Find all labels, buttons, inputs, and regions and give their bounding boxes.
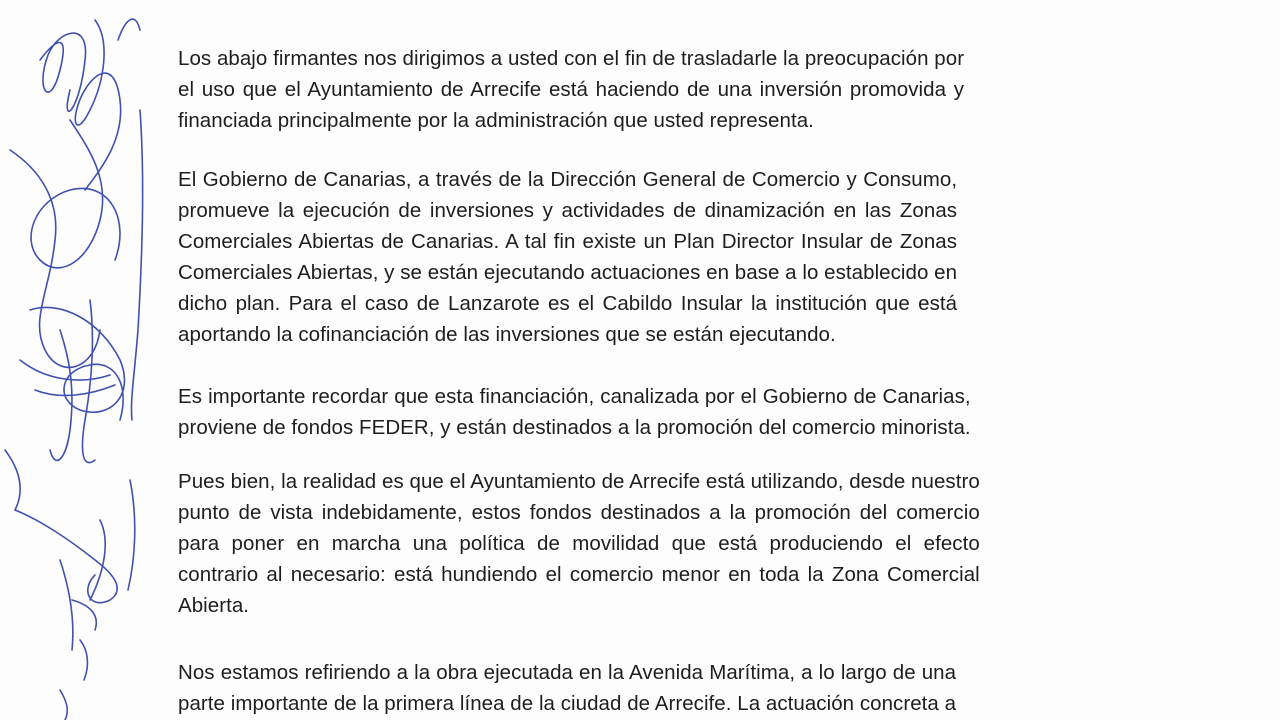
paragraph-line: Abierta. xyxy=(178,594,250,617)
paragraph-2 xyxy=(178,164,957,350)
paragraph-line: dicho plan. Para el caso de Lanzarote es el Cabildo Insular la institución que está xyxy=(178,292,958,315)
paragraph-line: Nos estamos refiriendo a la obra ejecutada en la Avenida Marítima, a lo largo de una xyxy=(178,661,957,684)
paragraph-line: para poner en marcha una política de movilidad que está produciendo el efecto xyxy=(178,532,980,555)
paragraph-5 xyxy=(178,657,956,719)
paragraph-line: Los abajo firmantes nos dirigimos a usted con el fin de trasladarle la preocupación por xyxy=(178,47,965,70)
paragraph-line: promueve la ejecución de inversiones y actividades de dinamización en las Zonas xyxy=(178,199,958,222)
paragraph-line: El Gobierno de Canarias, a través de la Dirección General de Comercio y Consumo, xyxy=(178,168,958,191)
paragraph-line: Pues bien, la realidad es que el Ayuntamiento de Arrecife está utilizando, desde nuestro xyxy=(178,470,980,493)
paragraph-line: Comerciales Abiertas, y se están ejecutando actuaciones en base a lo establecido en xyxy=(178,261,958,284)
paragraph-line: Comerciales Abiertas de Canarias. A tal fin existe un Plan Director Insular de Zonas xyxy=(178,230,958,253)
paragraph-line: parte importante de la primera línea de la ciudad de Arrecife. La actuación concreta a xyxy=(178,692,957,715)
paragraph-line: el uso que el Ayuntamiento de Arrecife está haciendo de una inversión promovida y xyxy=(178,78,965,101)
paragraph-line: financiada principalmente por la administración que usted representa. xyxy=(178,109,814,132)
paragraph-4 xyxy=(178,466,980,621)
paragraph-line: Es importante recordar que esta financiación, canalizada por el Gobierno de Canarias, xyxy=(178,385,971,408)
paragraph-1 xyxy=(178,43,964,136)
handwritten-signature xyxy=(0,0,165,720)
paragraph-line: proviene de fondos FEDER, y están destinados a la promoción del comercio minorista. xyxy=(178,416,971,439)
paragraph-line: contrario al necesario: está hundiendo el comercio menor en toda la Zona Comercial xyxy=(178,563,980,586)
paragraph-line: punto de vista indebidamente, estos fondos destinados a la promoción del comercio xyxy=(178,501,980,524)
paragraph-3 xyxy=(178,381,971,443)
paragraph-line: aportando la cofinanciación de las inversiones que se están ejecutando. xyxy=(178,323,836,346)
